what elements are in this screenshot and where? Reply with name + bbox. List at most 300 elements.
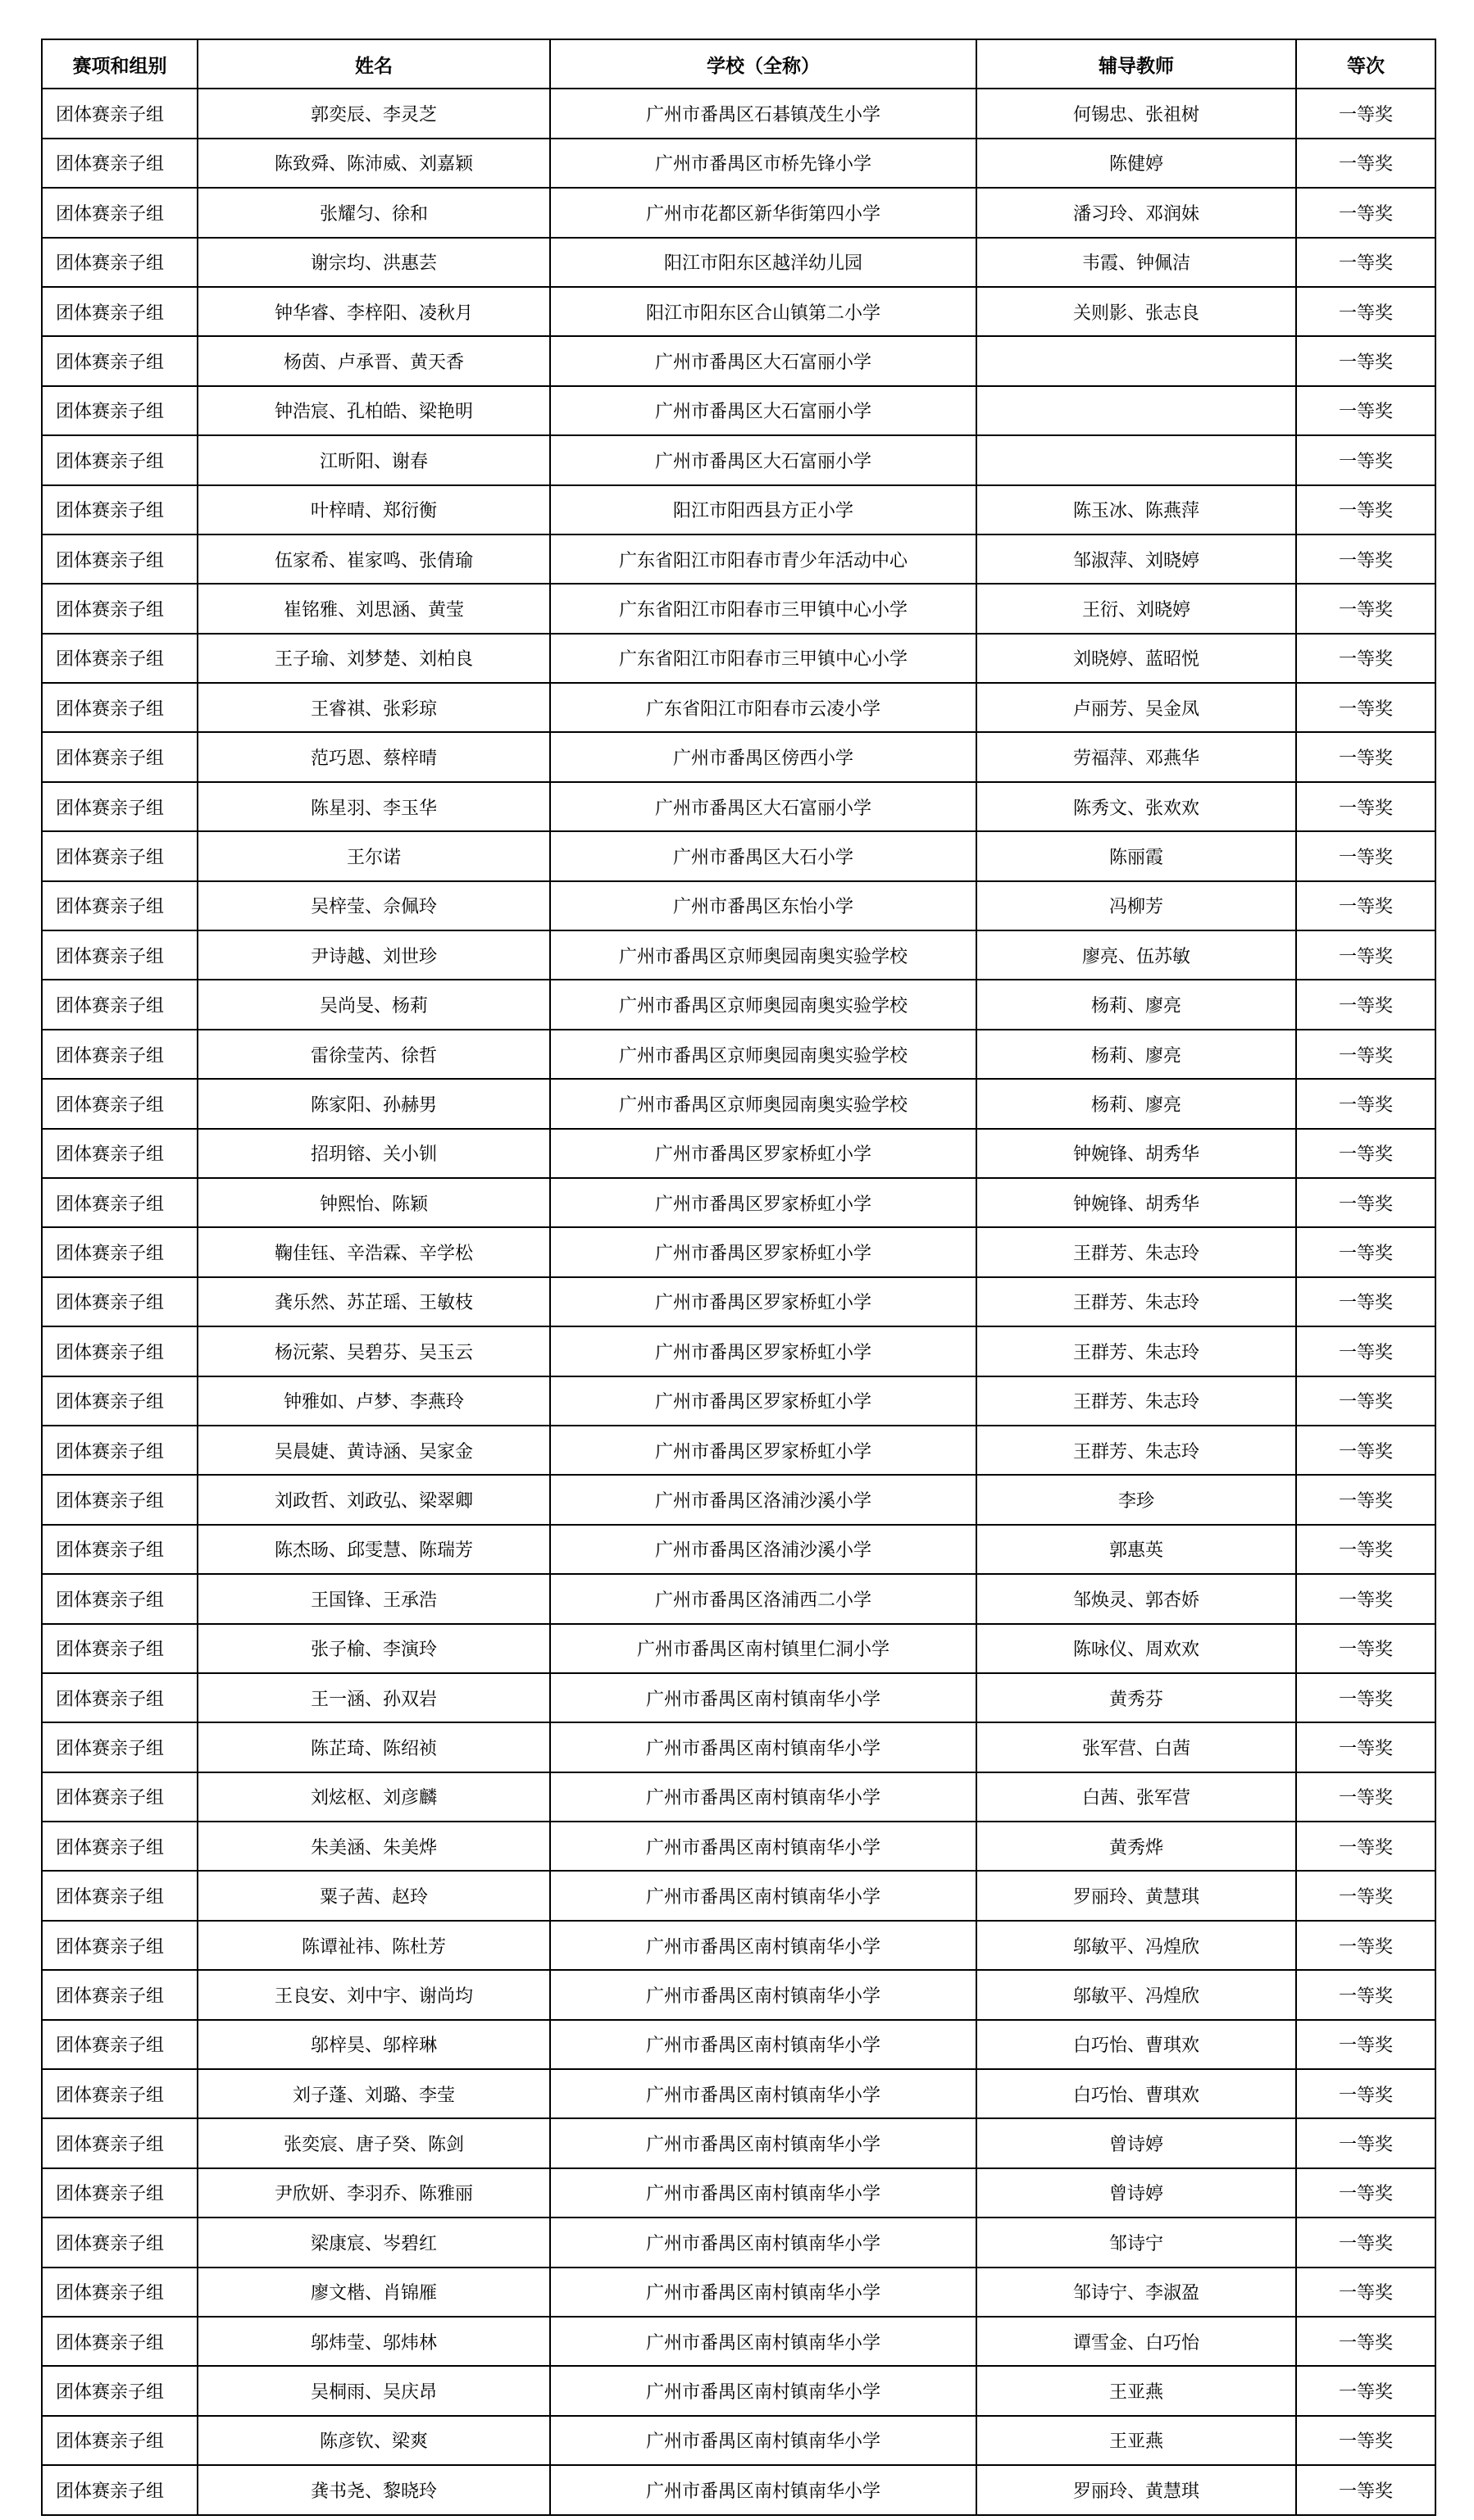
cell-event-group: 团体赛亲子组 xyxy=(42,930,198,980)
table-row xyxy=(42,1227,1435,1276)
cell-teacher: 邹诗宁 xyxy=(976,2218,1296,2267)
cell-event-group: 团体赛亲子组 xyxy=(42,980,198,1029)
cell-name: 刘子蓬、刘璐、李莹 xyxy=(198,2069,550,2118)
cell-school: 广州市番禺区罗家桥虹小学 xyxy=(550,1178,976,1227)
cell-name: 钟浩宸、孔柏皓、梁艳明 xyxy=(198,386,550,435)
cell-school: 阳江市阳东区合山镇第二小学 xyxy=(550,287,976,336)
cell-teacher: 白茜、张军营 xyxy=(976,1772,1296,1822)
cell-rank: 一等奖 xyxy=(1296,732,1435,781)
cell-school: 广州市番禺区南村镇南华小学 xyxy=(550,2069,976,2118)
cell-teacher: 白巧怡、曹琪欢 xyxy=(976,2020,1296,2069)
cell-name: 雷徐莹芮、徐哲 xyxy=(198,1030,550,1079)
cell-school: 阳江市阳西县方正小学 xyxy=(550,485,976,534)
cell-rank: 一等奖 xyxy=(1296,831,1435,880)
header-rank: 等次 xyxy=(1296,39,1435,89)
cell-event-group: 团体赛亲子组 xyxy=(42,732,198,781)
cell-name: 江昕阳、谢春 xyxy=(198,435,550,484)
cell-rank: 一等奖 xyxy=(1296,485,1435,534)
table-row xyxy=(42,435,1435,484)
cell-event-group: 团体赛亲子组 xyxy=(42,1624,198,1673)
cell-event-group: 团体赛亲子组 xyxy=(42,336,198,385)
table-row xyxy=(42,1722,1435,1772)
cell-teacher: 王亚燕 xyxy=(976,2416,1296,2465)
cell-teacher: 陈玉冰、陈燕萍 xyxy=(976,485,1296,534)
cell-event-group: 团体赛亲子组 xyxy=(42,2268,198,2317)
cell-name: 王尔诺 xyxy=(198,831,550,880)
cell-school: 广州市番禺区南村镇南华小学 xyxy=(550,1673,976,1722)
cell-event-group: 团体赛亲子组 xyxy=(42,485,198,534)
cell-rank: 一等奖 xyxy=(1296,1326,1435,1376)
cell-teacher: 邬敏平、冯煌欣 xyxy=(976,1970,1296,2019)
cell-event-group: 团体赛亲子组 xyxy=(42,1129,198,1178)
cell-rank: 一等奖 xyxy=(1296,2118,1435,2167)
cell-name: 陈彦钦、梁爽 xyxy=(198,2416,550,2465)
cell-event-group: 团体赛亲子组 xyxy=(42,1475,198,1524)
cell-school: 广州市番禺区南村镇南华小学 xyxy=(550,2168,976,2218)
cell-rank: 一等奖 xyxy=(1296,2366,1435,2415)
cell-name: 梁康宸、岑碧红 xyxy=(198,2218,550,2267)
cell-event-group: 团体赛亲子组 xyxy=(42,534,198,584)
table-header-row xyxy=(42,39,1435,89)
cell-teacher: 劳福萍、邓燕华 xyxy=(976,732,1296,781)
cell-teacher: 刘晓婷、蓝昭悦 xyxy=(976,634,1296,683)
cell-name: 钟熙怡、陈颖 xyxy=(198,1178,550,1227)
cell-rank: 一等奖 xyxy=(1296,1574,1435,1623)
cell-teacher: 曾诗婷 xyxy=(976,2168,1296,2218)
cell-teacher: 杨莉、廖亮 xyxy=(976,1030,1296,1079)
cell-teacher: 冯柳芳 xyxy=(976,881,1296,930)
table-row xyxy=(42,188,1435,237)
cell-school: 广州市番禺区南村镇南华小学 xyxy=(550,2218,976,2267)
cell-school: 广州市番禺区罗家桥虹小学 xyxy=(550,1326,976,1376)
cell-rank: 一等奖 xyxy=(1296,1921,1435,1970)
cell-teacher: 王群芳、朱志玲 xyxy=(976,1376,1296,1426)
cell-school: 广州市番禺区南村镇南华小学 xyxy=(550,1921,976,1970)
cell-rank: 一等奖 xyxy=(1296,2069,1435,2118)
table-row xyxy=(42,1178,1435,1227)
cell-name: 陈星羽、李玉华 xyxy=(198,782,550,831)
cell-event-group: 团体赛亲子组 xyxy=(42,89,198,138)
cell-teacher: 王群芳、朱志玲 xyxy=(976,1277,1296,1326)
cell-school: 广东省阳江市阳春市青少年活动中心 xyxy=(550,534,976,584)
table-row xyxy=(42,534,1435,584)
cell-school: 广州市番禺区京师奥园南奥实验学校 xyxy=(550,930,976,980)
cell-event-group: 团体赛亲子组 xyxy=(42,1426,198,1475)
cell-school: 广州市番禺区京师奥园南奥实验学校 xyxy=(550,1030,976,1079)
cell-event-group: 团体赛亲子组 xyxy=(42,386,198,435)
cell-event-group: 团体赛亲子组 xyxy=(42,1178,198,1227)
cell-rank: 一等奖 xyxy=(1296,2218,1435,2267)
cell-teacher: 王亚燕 xyxy=(976,2366,1296,2415)
table-row xyxy=(42,1525,1435,1574)
cell-school: 广州市番禺区大石小学 xyxy=(550,831,976,880)
table-row xyxy=(42,2069,1435,2118)
cell-school: 广州市番禺区东怡小学 xyxy=(550,881,976,930)
cell-event-group: 团体赛亲子组 xyxy=(42,2218,198,2267)
table-row xyxy=(42,2118,1435,2167)
table-row xyxy=(42,386,1435,435)
table-row xyxy=(42,2416,1435,2465)
cell-teacher: 陈秀文、张欢欢 xyxy=(976,782,1296,831)
table-row xyxy=(42,782,1435,831)
header-school: 学校（全称） xyxy=(550,39,976,89)
cell-event-group: 团体赛亲子组 xyxy=(42,1574,198,1623)
cell-event-group: 团体赛亲子组 xyxy=(42,1673,198,1722)
cell-rank: 一等奖 xyxy=(1296,683,1435,732)
table-row xyxy=(42,732,1435,781)
cell-teacher xyxy=(976,336,1296,385)
cell-event-group: 团体赛亲子组 xyxy=(42,1277,198,1326)
cell-school: 广州市番禺区南村镇南华小学 xyxy=(550,2317,976,2366)
cell-teacher: 白巧怡、曹琪欢 xyxy=(976,2069,1296,2118)
cell-teacher: 钟婉锋、胡秀华 xyxy=(976,1129,1296,1178)
cell-school: 广东省阳江市阳春市三甲镇中心小学 xyxy=(550,634,976,683)
cell-event-group: 团体赛亲子组 xyxy=(42,1030,198,1079)
cell-rank: 一等奖 xyxy=(1296,2168,1435,2218)
cell-event-group: 团体赛亲子组 xyxy=(42,683,198,732)
table-row xyxy=(42,1326,1435,1376)
table-row xyxy=(42,2465,1435,2514)
cell-school: 广州市番禺区大石富丽小学 xyxy=(550,336,976,385)
cell-name: 王子瑜、刘梦楚、刘柏良 xyxy=(198,634,550,683)
cell-name: 王睿祺、张彩琼 xyxy=(198,683,550,732)
cell-event-group: 团体赛亲子组 xyxy=(42,2118,198,2167)
award-list-sheet xyxy=(41,39,1435,2516)
cell-school: 广州市番禺区洛浦沙溪小学 xyxy=(550,1525,976,1574)
cell-name: 龚书尧、黎晓玲 xyxy=(198,2465,550,2514)
cell-event-group: 团体赛亲子组 xyxy=(42,139,198,188)
cell-school: 广州市番禺区南村镇南华小学 xyxy=(550,2416,976,2465)
cell-teacher: 郭惠英 xyxy=(976,1525,1296,1574)
cell-rank: 一等奖 xyxy=(1296,534,1435,584)
cell-school: 广州市番禺区南村镇南华小学 xyxy=(550,2020,976,2069)
cell-school: 广州市番禺区石碁镇茂生小学 xyxy=(550,89,976,138)
cell-teacher: 陈健婷 xyxy=(976,139,1296,188)
cell-event-group: 团体赛亲子组 xyxy=(42,1376,198,1426)
cell-rank: 一等奖 xyxy=(1296,1376,1435,1426)
cell-rank: 一等奖 xyxy=(1296,1277,1435,1326)
cell-name: 陈家阳、孙赫男 xyxy=(198,1079,550,1128)
cell-event-group: 团体赛亲子组 xyxy=(42,2465,198,2514)
cell-teacher: 邹焕灵、郭杏娇 xyxy=(976,1574,1296,1623)
cell-name: 陈谭祉祎、陈杜芳 xyxy=(198,1921,550,1970)
cell-name: 张子榆、李演玲 xyxy=(198,1624,550,1673)
cell-rank: 一等奖 xyxy=(1296,881,1435,930)
cell-name: 廖文楷、肖锦雁 xyxy=(198,2268,550,2317)
cell-name: 王一涵、孙双岩 xyxy=(198,1673,550,1722)
cell-rank: 一等奖 xyxy=(1296,782,1435,831)
cell-rank: 一等奖 xyxy=(1296,1178,1435,1227)
table-row xyxy=(42,1277,1435,1326)
cell-rank: 一等奖 xyxy=(1296,435,1435,484)
cell-teacher xyxy=(976,386,1296,435)
table-row xyxy=(42,485,1435,534)
table-row xyxy=(42,2020,1435,2069)
cell-teacher: 王衍、刘晓婷 xyxy=(976,584,1296,633)
header-name: 姓名 xyxy=(198,39,550,89)
cell-name: 陈芷琦、陈绍祯 xyxy=(198,1722,550,1772)
cell-event-group: 团体赛亲子组 xyxy=(42,584,198,633)
cell-school: 广州市番禺区京师奥园南奥实验学校 xyxy=(550,1079,976,1128)
cell-name: 杨沅萦、吴碧芬、吴玉云 xyxy=(198,1326,550,1376)
table-row xyxy=(42,2218,1435,2267)
cell-teacher: 罗丽玲、黄慧琪 xyxy=(976,1871,1296,1920)
cell-rank: 一等奖 xyxy=(1296,2020,1435,2069)
table-row xyxy=(42,683,1435,732)
cell-event-group: 团体赛亲子组 xyxy=(42,1326,198,1376)
cell-event-group: 团体赛亲子组 xyxy=(42,238,198,287)
cell-teacher: 黄秀烨 xyxy=(976,1822,1296,1871)
cell-rank: 一等奖 xyxy=(1296,238,1435,287)
cell-school: 广州市番禺区南村镇南华小学 xyxy=(550,1722,976,1772)
cell-name: 粟子茜、赵玲 xyxy=(198,1871,550,1920)
cell-teacher: 罗丽玲、黄慧琪 xyxy=(976,2465,1296,2514)
cell-name: 崔铭雅、刘思涵、黄莹 xyxy=(198,584,550,633)
cell-name: 鞠佳钰、辛浩霖、辛学松 xyxy=(198,1227,550,1276)
header-teacher: 辅导教师 xyxy=(976,39,1296,89)
table-row xyxy=(42,1822,1435,1871)
cell-rank: 一等奖 xyxy=(1296,386,1435,435)
cell-school: 广州市番禺区南村镇南华小学 xyxy=(550,1871,976,1920)
cell-name: 尹诗越、刘世珍 xyxy=(198,930,550,980)
cell-school: 广州市番禺区罗家桥虹小学 xyxy=(550,1227,976,1276)
cell-rank: 一等奖 xyxy=(1296,1475,1435,1524)
cell-rank: 一等奖 xyxy=(1296,1079,1435,1128)
cell-rank: 一等奖 xyxy=(1296,1227,1435,1276)
table-row xyxy=(42,584,1435,633)
cell-name: 刘政哲、刘政弘、梁翠卿 xyxy=(198,1475,550,1524)
table-row xyxy=(42,2268,1435,2317)
cell-school: 广州市花都区新华街第四小学 xyxy=(550,188,976,237)
cell-school: 广州市番禺区罗家桥虹小学 xyxy=(550,1376,976,1426)
cell-rank: 一等奖 xyxy=(1296,2416,1435,2465)
cell-teacher: 王群芳、朱志玲 xyxy=(976,1426,1296,1475)
cell-name: 龚乐然、苏芷瑶、王敏枝 xyxy=(198,1277,550,1326)
table-row xyxy=(42,1970,1435,2019)
cell-teacher: 邹诗宁、李淑盈 xyxy=(976,2268,1296,2317)
table-row xyxy=(42,831,1435,880)
cell-rank: 一等奖 xyxy=(1296,1624,1435,1673)
table-row xyxy=(42,2317,1435,2366)
table-row xyxy=(42,139,1435,188)
cell-rank: 一等奖 xyxy=(1296,1030,1435,1079)
cell-rank: 一等奖 xyxy=(1296,634,1435,683)
cell-name: 王国锋、王承浩 xyxy=(198,1574,550,1623)
cell-school: 广东省阳江市阳春市三甲镇中心小学 xyxy=(550,584,976,633)
cell-school: 广州市番禺区南村镇南华小学 xyxy=(550,1772,976,1822)
cell-event-group: 团体赛亲子组 xyxy=(42,1722,198,1772)
cell-event-group: 团体赛亲子组 xyxy=(42,435,198,484)
cell-event-group: 团体赛亲子组 xyxy=(42,287,198,336)
cell-school: 广州市番禺区京师奥园南奥实验学校 xyxy=(550,980,976,1029)
cell-teacher: 韦霞、钟佩洁 xyxy=(976,238,1296,287)
cell-name: 邬梓昊、邬梓琳 xyxy=(198,2020,550,2069)
cell-event-group: 团体赛亲子组 xyxy=(42,2416,198,2465)
cell-rank: 一等奖 xyxy=(1296,1722,1435,1772)
table-row xyxy=(42,89,1435,138)
cell-rank: 一等奖 xyxy=(1296,2465,1435,2514)
cell-school: 广州市番禺区南村镇南华小学 xyxy=(550,1822,976,1871)
cell-event-group: 团体赛亲子组 xyxy=(42,782,198,831)
cell-teacher: 何锡忠、张祖树 xyxy=(976,89,1296,138)
cell-school: 广州市番禺区傍西小学 xyxy=(550,732,976,781)
cell-event-group: 团体赛亲子组 xyxy=(42,1871,198,1920)
header-event-group: 赛项和组别 xyxy=(42,39,198,89)
table-row xyxy=(42,336,1435,385)
cell-teacher: 关则影、张志良 xyxy=(976,287,1296,336)
cell-name: 郭奕辰、李灵芝 xyxy=(198,89,550,138)
cell-rank: 一等奖 xyxy=(1296,287,1435,336)
cell-name: 伍家希、崔家鸣、张倩瑜 xyxy=(198,534,550,584)
cell-rank: 一等奖 xyxy=(1296,1426,1435,1475)
cell-name: 钟华睿、李梓阳、凌秋月 xyxy=(198,287,550,336)
cell-teacher: 王群芳、朱志玲 xyxy=(976,1326,1296,1376)
table-row xyxy=(42,1426,1435,1475)
cell-event-group: 团体赛亲子组 xyxy=(42,1525,198,1574)
award-table xyxy=(41,39,1436,2516)
cell-name: 范巧恩、蔡梓晴 xyxy=(198,732,550,781)
cell-event-group: 团体赛亲子组 xyxy=(42,881,198,930)
cell-teacher: 杨莉、廖亮 xyxy=(976,980,1296,1029)
cell-school: 广州市番禺区罗家桥虹小学 xyxy=(550,1277,976,1326)
cell-name: 叶梓晴、郑衍衡 xyxy=(198,485,550,534)
cell-school: 广州市番禺区南村镇南华小学 xyxy=(550,2465,976,2514)
cell-name: 朱美涵、朱美烨 xyxy=(198,1822,550,1871)
cell-rank: 一等奖 xyxy=(1296,2268,1435,2317)
table-row xyxy=(42,2168,1435,2218)
table-row xyxy=(42,1673,1435,1722)
cell-name: 邬炜莹、邬炜林 xyxy=(198,2317,550,2366)
cell-name: 张奕宸、唐子癸、陈剑 xyxy=(198,2118,550,2167)
cell-teacher: 廖亮、伍苏敏 xyxy=(976,930,1296,980)
cell-school: 阳江市阳东区越洋幼儿园 xyxy=(550,238,976,287)
cell-school: 广州市番禺区罗家桥虹小学 xyxy=(550,1426,976,1475)
table-row xyxy=(42,1871,1435,1920)
cell-school: 广州市番禺区大石富丽小学 xyxy=(550,386,976,435)
cell-event-group: 团体赛亲子组 xyxy=(42,1227,198,1276)
table-row xyxy=(42,1079,1435,1128)
cell-rank: 一等奖 xyxy=(1296,584,1435,633)
cell-event-group: 团体赛亲子组 xyxy=(42,2069,198,2118)
cell-rank: 一等奖 xyxy=(1296,1822,1435,1871)
cell-rank: 一等奖 xyxy=(1296,930,1435,980)
cell-name: 陈杰旸、邱雯慧、陈瑞芳 xyxy=(198,1525,550,1574)
cell-rank: 一等奖 xyxy=(1296,2317,1435,2366)
table-row xyxy=(42,1030,1435,1079)
cell-teacher: 曾诗婷 xyxy=(976,2118,1296,2167)
cell-name: 王良安、刘中宇、谢尚均 xyxy=(198,1970,550,2019)
cell-teacher: 陈咏仪、周欢欢 xyxy=(976,1624,1296,1673)
cell-school: 广州市番禺区市桥先锋小学 xyxy=(550,139,976,188)
table-row xyxy=(42,881,1435,930)
cell-teacher: 李珍 xyxy=(976,1475,1296,1524)
cell-rank: 一等奖 xyxy=(1296,1673,1435,1722)
cell-name: 吴晨婕、黄诗涵、吴家金 xyxy=(198,1426,550,1475)
cell-school: 广州市番禺区大石富丽小学 xyxy=(550,782,976,831)
table-row xyxy=(42,1129,1435,1178)
cell-rank: 一等奖 xyxy=(1296,89,1435,138)
cell-event-group: 团体赛亲子组 xyxy=(42,2317,198,2366)
cell-event-group: 团体赛亲子组 xyxy=(42,1921,198,1970)
cell-event-group: 团体赛亲子组 xyxy=(42,188,198,237)
table-row xyxy=(42,238,1435,287)
cell-teacher: 王群芳、朱志玲 xyxy=(976,1227,1296,1276)
cell-school: 广州市番禺区南村镇南华小学 xyxy=(550,2366,976,2415)
cell-school: 广州市番禺区洛浦西二小学 xyxy=(550,1574,976,1623)
table-row xyxy=(42,1921,1435,1970)
cell-teacher: 黄秀芬 xyxy=(976,1673,1296,1722)
cell-rank: 一等奖 xyxy=(1296,139,1435,188)
cell-name: 招玥镕、关小钏 xyxy=(198,1129,550,1178)
cell-event-group: 团体赛亲子组 xyxy=(42,1079,198,1128)
table-row xyxy=(42,980,1435,1029)
cell-name: 钟雅如、卢梦、李燕玲 xyxy=(198,1376,550,1426)
cell-name: 陈致舜、陈沛威、刘嘉颖 xyxy=(198,139,550,188)
cell-name: 吴梓莹、佘佩玲 xyxy=(198,881,550,930)
cell-rank: 一等奖 xyxy=(1296,1871,1435,1920)
table-body xyxy=(42,89,1435,2514)
cell-teacher: 卢丽芳、吴金凤 xyxy=(976,683,1296,732)
cell-event-group: 团体赛亲子组 xyxy=(42,2168,198,2218)
cell-name: 张耀匀、徐和 xyxy=(198,188,550,237)
table-row xyxy=(42,1475,1435,1524)
cell-name: 刘炫枢、刘彦麟 xyxy=(198,1772,550,1822)
cell-name: 尹欣妍、李羽乔、陈雅丽 xyxy=(198,2168,550,2218)
cell-school: 广州市番禺区南村镇南华小学 xyxy=(550,2268,976,2317)
cell-rank: 一等奖 xyxy=(1296,1970,1435,2019)
cell-teacher: 谭雪金、白巧怡 xyxy=(976,2317,1296,2366)
cell-name: 谢宗均、洪惠芸 xyxy=(198,238,550,287)
table-row xyxy=(42,1376,1435,1426)
cell-event-group: 团体赛亲子组 xyxy=(42,831,198,880)
cell-event-group: 团体赛亲子组 xyxy=(42,2366,198,2415)
cell-school: 广州市番禺区罗家桥虹小学 xyxy=(550,1129,976,1178)
table-row xyxy=(42,1574,1435,1623)
cell-event-group: 团体赛亲子组 xyxy=(42,2020,198,2069)
table-row xyxy=(42,1624,1435,1673)
cell-rank: 一等奖 xyxy=(1296,336,1435,385)
cell-teacher: 邬敏平、冯煌欣 xyxy=(976,1921,1296,1970)
table-row xyxy=(42,2366,1435,2415)
table-row xyxy=(42,1772,1435,1822)
cell-event-group: 团体赛亲子组 xyxy=(42,1772,198,1822)
cell-rank: 一等奖 xyxy=(1296,1772,1435,1822)
cell-rank: 一等奖 xyxy=(1296,188,1435,237)
cell-teacher: 钟婉锋、胡秀华 xyxy=(976,1178,1296,1227)
cell-rank: 一等奖 xyxy=(1296,1525,1435,1574)
cell-school: 广州市番禺区大石富丽小学 xyxy=(550,435,976,484)
table-row xyxy=(42,930,1435,980)
cell-school: 广州市番禺区南村镇南华小学 xyxy=(550,1970,976,2019)
cell-rank: 一等奖 xyxy=(1296,1129,1435,1178)
cell-event-group: 团体赛亲子组 xyxy=(42,634,198,683)
cell-name: 吴桐雨、吴庆昂 xyxy=(198,2366,550,2415)
cell-school: 广州市番禺区洛浦沙溪小学 xyxy=(550,1475,976,1524)
cell-event-group: 团体赛亲子组 xyxy=(42,1970,198,2019)
cell-school: 广州市番禺区南村镇里仁洞小学 xyxy=(550,1624,976,1673)
cell-teacher xyxy=(976,435,1296,484)
cell-name: 吴尚旻、杨莉 xyxy=(198,980,550,1029)
table-row xyxy=(42,287,1435,336)
cell-rank: 一等奖 xyxy=(1296,980,1435,1029)
table-row xyxy=(42,634,1435,683)
cell-teacher: 陈丽霞 xyxy=(976,831,1296,880)
cell-teacher: 杨莉、廖亮 xyxy=(976,1079,1296,1128)
cell-school: 广州市番禺区南村镇南华小学 xyxy=(550,2118,976,2167)
cell-teacher: 张军营、白茜 xyxy=(976,1722,1296,1772)
cell-school: 广东省阳江市阳春市云凌小学 xyxy=(550,683,976,732)
cell-teacher: 邹淑萍、刘晓婷 xyxy=(976,534,1296,584)
